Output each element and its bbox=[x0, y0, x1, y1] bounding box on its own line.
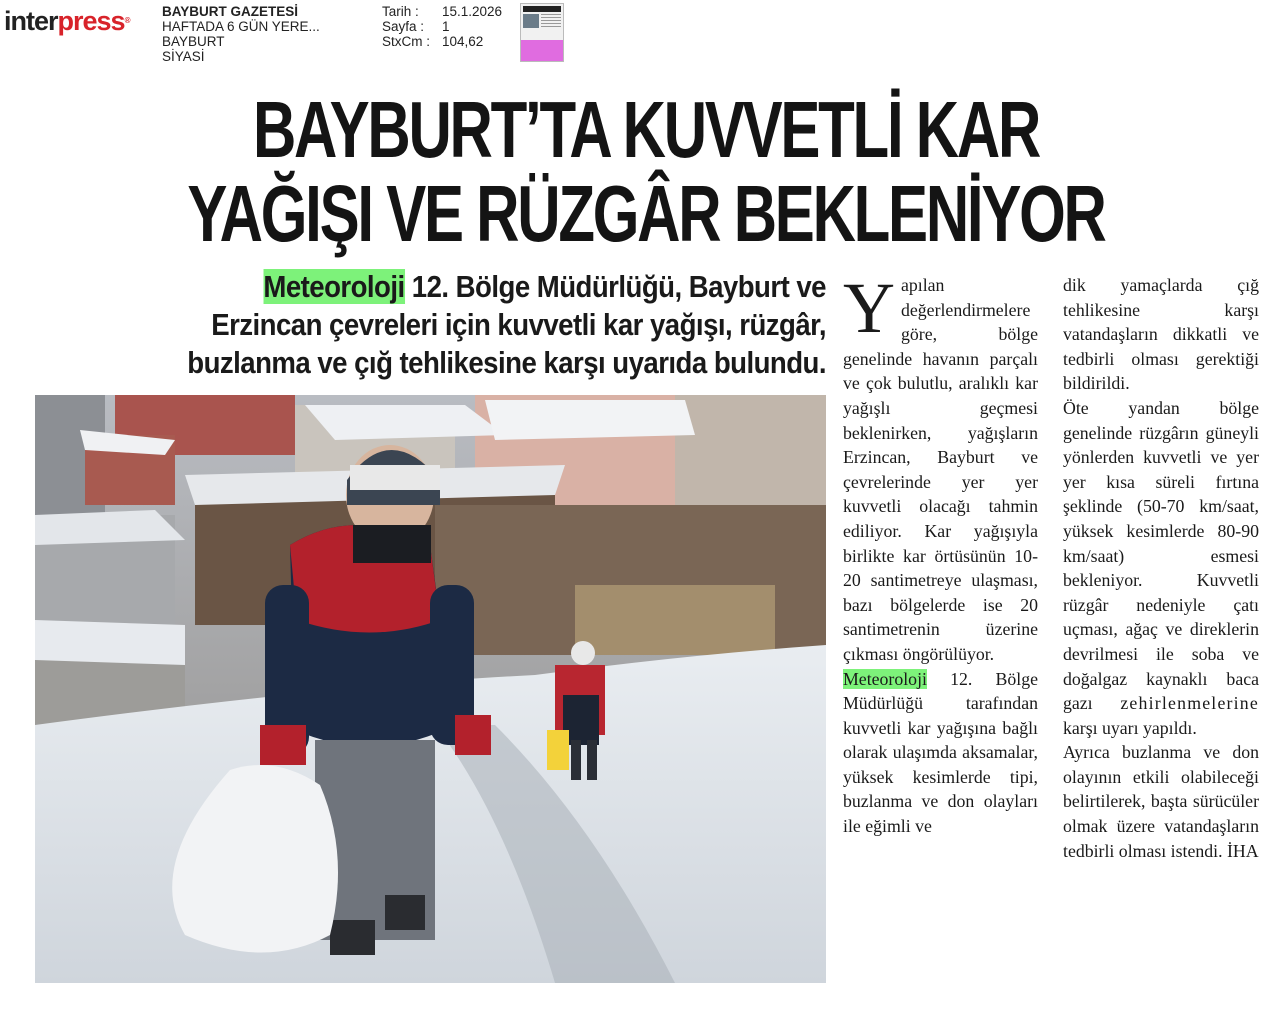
meteoroloji-highlight: Meteoroloji bbox=[843, 668, 927, 689]
clipping-meta bbox=[382, 4, 502, 49]
publication-city: BAYBURT bbox=[162, 34, 225, 49]
page-thumbnail[interactable] bbox=[520, 3, 564, 62]
article-photo bbox=[35, 395, 826, 983]
paragraph: Ayrıca buzlanma ve don olayının etkili olabileceği belirtilerek, başta sürücüler olmak üzere vatandaşların tedbirli olması istendi. İHA bbox=[1063, 742, 1259, 861]
headline-line-1: BAYBURT’TA KUVVETLİ KAR bbox=[252, 85, 1040, 174]
spot-line-3: buzlanma ve çığ tehlikesine karşı uyarıda bulundu. bbox=[187, 345, 826, 380]
paragraph: Yapılan değerlendirmelere göre, bölge genelinde havanın parçalı ve çok bulutlu, aralıklı kar yağışlı geçmesi beklenirken, yağışların Erzincan, Bayburt ve çevrelerinde yer yer kuvvetli olacağı tahmin ediliyor. Kar yağışıyla birlikte kar örtüsünün 10-20 santimetreye ulaşması, bazı bölgelerde ise 20 santimetrenin üzerine çıkması öngörülüyor. bbox=[843, 268, 1038, 664]
publication-name: BAYBURT GAZETESİ bbox=[162, 4, 299, 19]
article-headline bbox=[30, 85, 1262, 258]
publication-frequency: HAFTADA 6 GÜN YERE... bbox=[162, 19, 320, 34]
date-value: 15.1.2026 bbox=[442, 4, 503, 19]
date-label: Tarih : bbox=[382, 4, 419, 19]
publication-info bbox=[162, 4, 320, 64]
headline-line-2: YAĞIŞI VE RÜZGÂR BEKLENİYOR bbox=[187, 169, 1105, 258]
interpress-logo: interpress® bbox=[4, 6, 130, 36]
stxcm-label: StxCm : bbox=[382, 34, 431, 49]
article-column-2 bbox=[1063, 273, 1259, 863]
page-label: Sayfa : bbox=[382, 19, 425, 34]
paragraph: Öte yandan bölge genelinde rüzgârın güneyli yönlerden kuvvetli ve yer yer kısa süreli fırtına şeklinde (50-70 km/saat, yüksek kesimlerde 80-90 km/saat) esmesi bekleniyor. Kuvvetli rüzgâr nedeniyle çatı uçması, ağaç ve direklerin devrilmesi ile soba ve doğalgaz kaynaklı baca gazı zehirlenmelerine karşı uyarı yapıldı. bbox=[1063, 397, 1259, 738]
spot-highlight: Meteoroloji bbox=[263, 269, 405, 304]
article-spot: Meteoroloji 12. Bölge Müdürlüğü, Bayburt ve Erzincan çevreleri için kuvvetli kar yağışı, rüzgâr, buzlanma ve çığ tehlikesine karşı uyarıda bulundu. bbox=[34, 268, 826, 382]
spot-line-2: Erzincan çevreleri için kuvvetli kar yağışı, rüzgâr, bbox=[211, 307, 826, 342]
page-value: 1 bbox=[442, 19, 450, 34]
paragraph: dik yamaçlarda çığ tehlikesine karşı vatandaşların dikkatli ve tedbirli olması gerektiği bildirildi. bbox=[1063, 275, 1259, 394]
stxcm-value: 104,62 bbox=[442, 34, 484, 49]
article-column-1 bbox=[843, 268, 1038, 839]
dropcap: Y bbox=[843, 268, 895, 348]
paragraph: Meteoroloji 12. Bölge Müdürlüğü tarafından kuvvetli kar yağışına bağlı olarak ulaşımda aksamalar, yüksek kesimlerde tipi, buzlanma ve don olayları ile eğimli ve bbox=[843, 668, 1038, 837]
publication-category: SİYASİ bbox=[162, 49, 205, 64]
